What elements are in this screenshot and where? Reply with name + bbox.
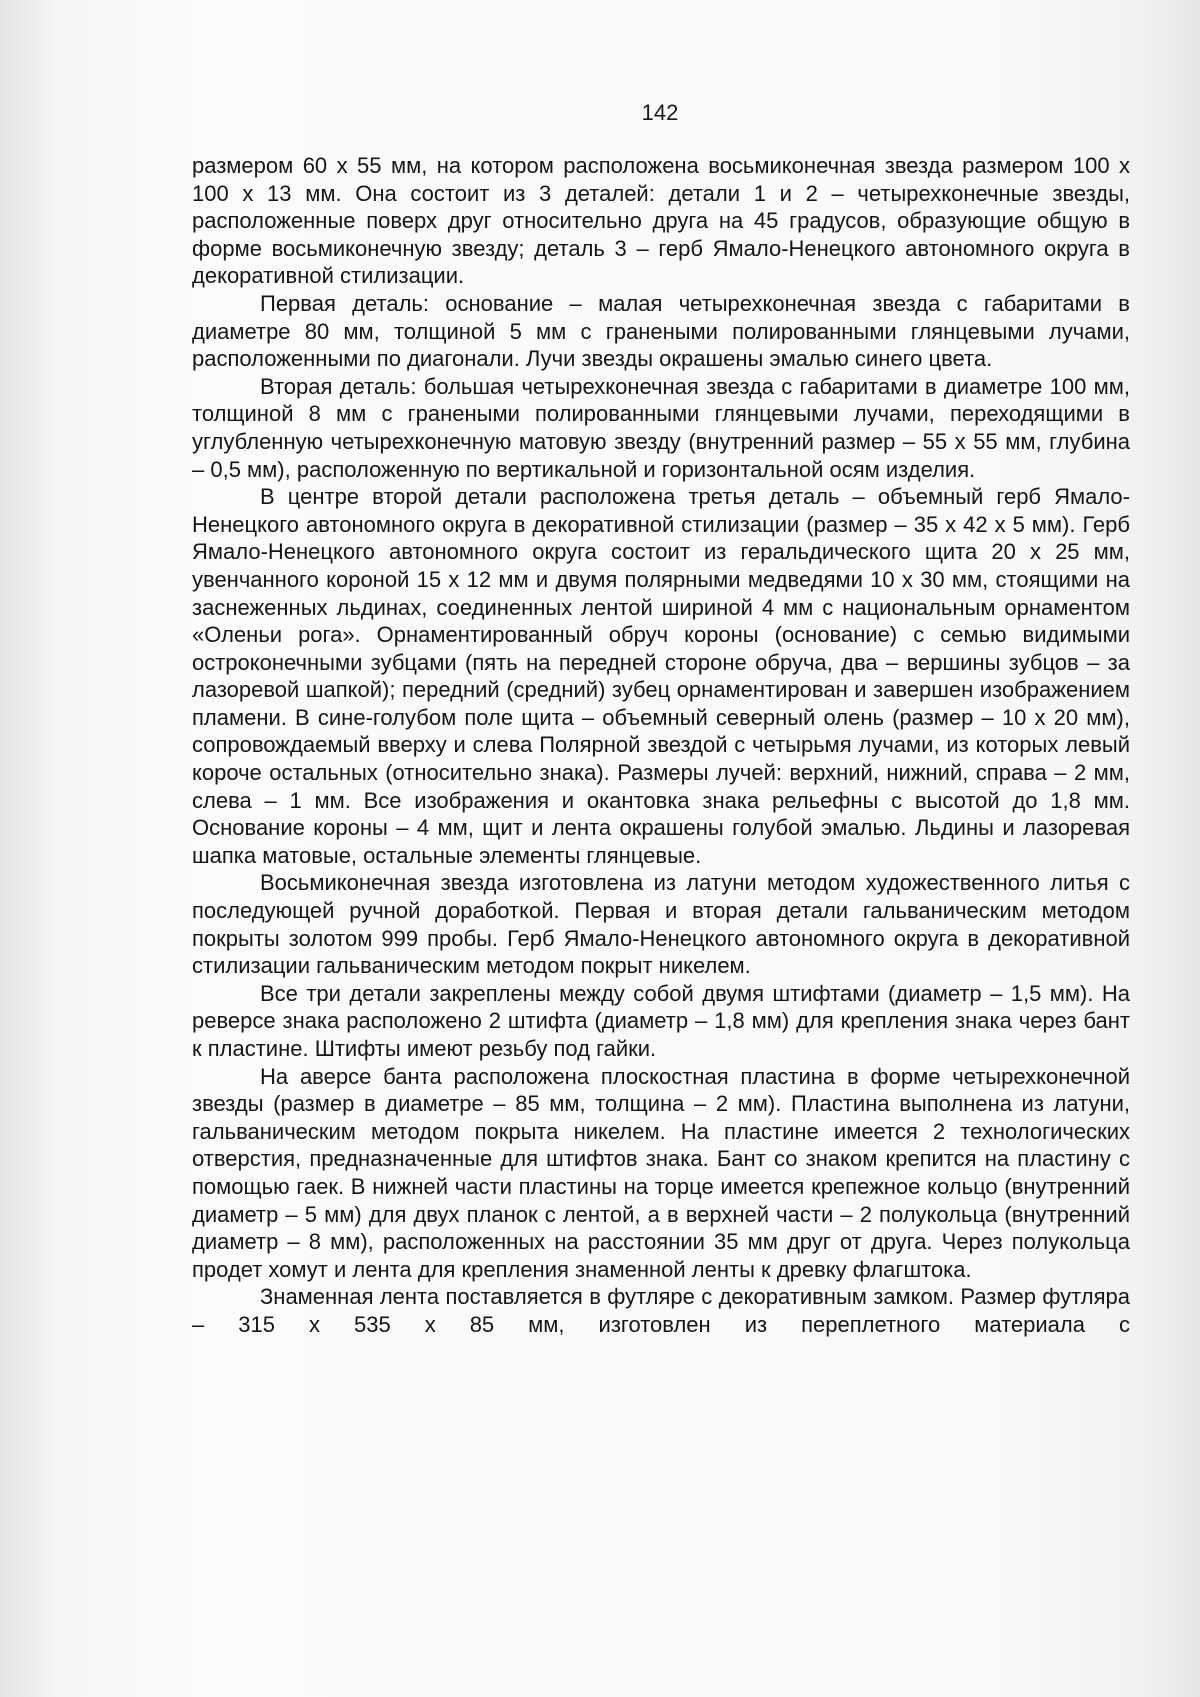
paragraph-intro: размером 60 х 55 мм, на котором расположена восьмиконечная звезда размером 100 х 100 х 13 мм. Она состоит из 3 деталей: детали 1 и 2 – четырехконечные звезды, расположенные поверх друг относительно друга на 45 градусов, образующие общую в форме восьмиконечную звезду; деталь 3 – герб Ямало-Ненецкого автономного округа в декоративной стилизации. [192, 153, 1130, 289]
paragraph-plate: На аверсе банта расположена плоскостная пластина в форме четырехконечной звезды (размер в диаметре – 85 мм, толщина – 2 мм). Пластина выполнена из латуни, гальваническим методом покрыта никелем. На пластине имеется 2 технологических отверстия, предназначенные для штифтов знака. Бант со знаком крепится на пластину с помощью гаек. В нижней части пластины на торце имеется крепежное кольцо (внутренний диаметр – 5 мм) для двух планок с лентой, а в верхней части – 2 полукольца (внутренний диаметр – 8 мм), расположенных на расстоянии 35 мм друг от друга. Через полукольца продет хомут и лента для крепления знаменной ленты к древку флагштока. [192, 1063, 1130, 1282]
paragraph-materials: Восьмиконечная звезда изготовлена из латуни методом художественного литья с последующей ручной доработкой. Первая и вторая детали гальваническим методом покрыты золотом 999 пробы. Герб Ямало-Ненецкого автономного округа в декоративной стилизации гальваническим методом покрыт никелем. [192, 870, 1130, 979]
paragraph-coat-of-arms: В центре второй детали расположена третья деталь – объемный герб Ямало-Ненецкого автономного округа в декоративной стилизации (размер – 35 х 42 х 5 мм). Герб Ямало-Ненецкого автономного округа состоит из геральдического щита 20 х 25 мм, увенчанного короной 15 х 12 мм и двумя полярными медведями 10 х 30 мм, стоящими на заснеженных льдинах, соединенных лентой шириной 4 мм с национальным орнаментом «Оленьи рога». Орнаментированный обруч короны (основание) с семью видимыми остроконечными зубцами (пять на передней стороне обруча, два – вершины зубцов – за лазоревой шапкой); передний (средний) зубец орнаментирован и завершен изображением пламени. В сине-голубом поле щита – объемный северный олень (размер – 10 х 20 мм), сопровождаемый вверху и слева Полярной звездой с четырьмя лучами, из которых левый короче остальных (относительно знака). Размеры лучей: верхний, нижний, справа – 2 мм, слева – 1 мм. Все изображения и окантовка знака рельефны с высотой до 1,8 мм. Основание короны – 4 мм, щит и лента окрашены голубой эмалью. Льдины и лазоревая шапка матовые, остальные элементы глянцевые. [192, 484, 1130, 868]
paragraph-second-detail: Вторая деталь: большая четырехконечная звезда с габаритами в диаметре 100 мм, толщиной 8 мм с гранеными полированными глянцевыми лучами, переходящими в углубленную четырехконечную матовую звезду (внутренний размер – 55 х 55 мм, глубина – 0,5 мм), расположенную по вертикальной и горизонтальной осям изделия. [192, 373, 1130, 482]
paragraph-case: Знаменная лента поставляется в футляре с декоративным замком. Размер футляра – 315 х 535 х 85 мм, изготовлен из переплетного материала с [192, 1284, 1130, 1337]
paragraph-pins: Все три детали закреплены между собой двумя штифтами (диаметр – 1,5 мм). На реверсе знака расположено 2 штифта (диаметр – 1,8 мм) для крепления знака через бант к пластине. Штифты имеют резьбу под гайки. [192, 980, 1130, 1061]
page-number: 142 [641, 100, 679, 125]
paragraph-first-detail: Первая деталь: основание – малая четырехконечная звезда с габаритами в диаметре 80 мм, толщиной 5 мм с гранеными полированными глянцевыми лучами, расположенными по диагонали. Лучи звезды окрашены эмалью синего цвета. [192, 290, 1130, 372]
body-text [192, 152, 1130, 1339]
